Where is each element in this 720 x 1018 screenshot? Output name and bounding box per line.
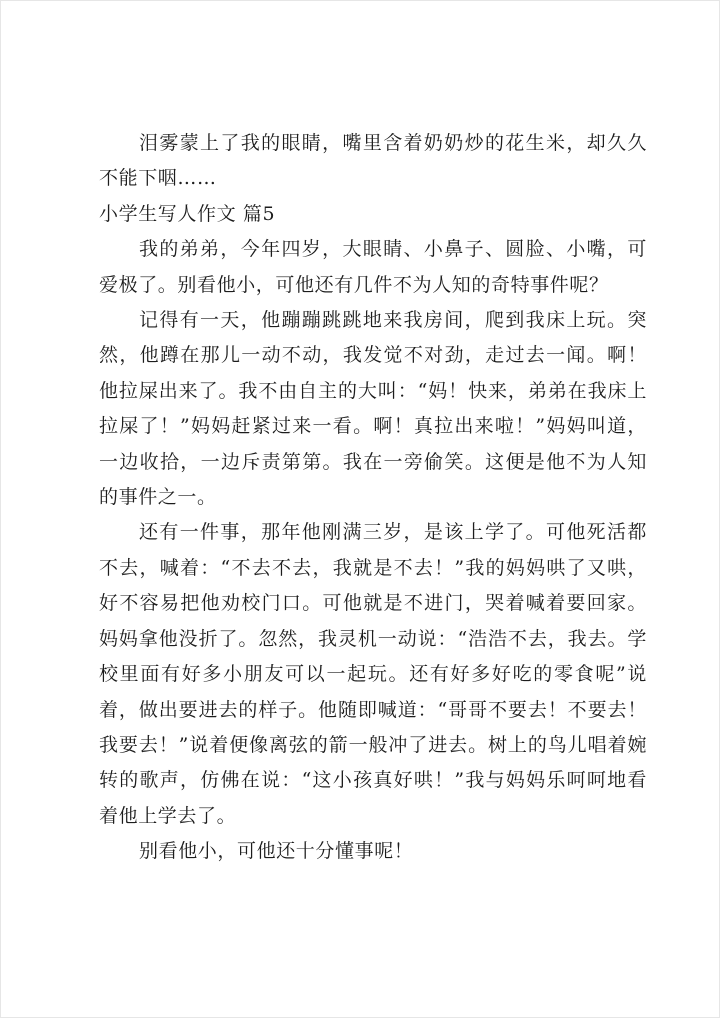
section-heading: 小学生写人作文 篇5 xyxy=(99,202,276,225)
paragraph-4: 别看他小，可他还十分懂事呢！ xyxy=(139,840,414,863)
document-body xyxy=(99,126,647,870)
paragraph-2: 记得有一天，他蹦蹦跳跳地来我房间，爬到我床上玩。突然，他蹲在那儿一动不动，我发觉不对劲，走过去一闻。啊！他拉屎出来了。我不由自主的大叫：“妈！快来，弟弟在我床上拉屎了！”妈妈赶紧过来一看。啊！真拉出来啦！”妈妈叫道，一边收拾，一边斥责第第。我在一旁偷笑。这便是他不为人知的事件之一。 xyxy=(99,309,647,509)
paragraph-3: 还有一件事，那年他刚满三岁，是该上学了。可他死活都不去，喊着：“不去不去，我就是不去！”我的妈妈哄了又哄，好不容易把他劝校门口。可他就是不进门，哭着喊着要回家。妈妈拿他没折了。忽然，我灵机一动说：“浩浩不去，我去。学校里面有好多小朋友可以一起玩。还有好多好吃的零食呢”说着，做出要进去的样子。他随即喊道：“哥哥不要去！不要去！我要去！”说着便像离弦的箭一般冲了进去。树上的鸟儿唱着婉转的歌声，仿佛在说：“这小孩真好哄！”我与妈妈乐呵呵地看着他上学去了。 xyxy=(99,521,647,827)
paragraph-1: 我的弟弟，今年四岁，大眼睛、小鼻子、圆脸、小嘴，可爱极了。别看他小，可他还有几件不为人知的奇特事件呢？ xyxy=(99,238,647,296)
paragraph-intro: 泪雾蒙上了我的眼睛，嘴里含着奶奶炒的花生米，却久久不能下咽…… xyxy=(99,132,647,190)
